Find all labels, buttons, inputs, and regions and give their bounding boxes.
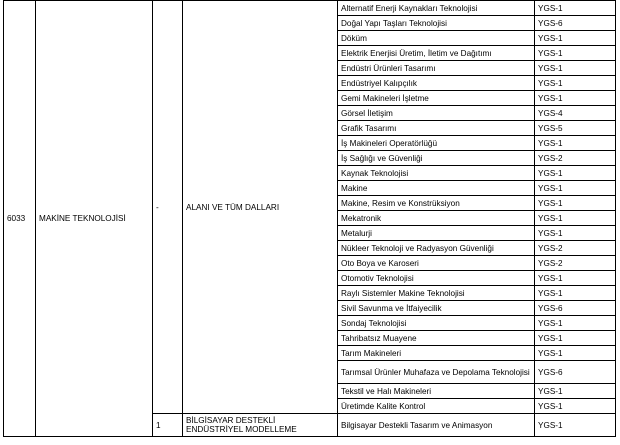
- score-type: YGS-1: [535, 316, 616, 331]
- department-name: Sondaj Teknolojisi: [338, 316, 535, 331]
- program-code-cell: 6033: [4, 1, 36, 437]
- score-type: YGS-6: [535, 361, 616, 384]
- department-name: İş Sağlığı ve Güvenliği: [338, 151, 535, 166]
- department-name: Alternatif Enerji Kaynakları Teknolojisi: [338, 1, 535, 16]
- score-type: YGS-1: [535, 286, 616, 301]
- score-type: YGS-2: [535, 256, 616, 271]
- score-type: YGS-1: [535, 414, 616, 437]
- score-type: YGS-4: [535, 106, 616, 121]
- score-type: YGS-1: [535, 399, 616, 414]
- department-name: Görsel İletişim: [338, 106, 535, 121]
- department-name: İş Makineleri Operatörlüğü: [338, 136, 535, 151]
- score-type: YGS-6: [535, 16, 616, 31]
- table-row: [4, 1, 616, 16]
- department-name: Tarım Makineleri: [338, 346, 535, 361]
- department-name: Bilgisayar Destekli Tasarım ve Animasyon: [338, 414, 535, 437]
- department-name: Metalurji: [338, 226, 535, 241]
- department-name: Makine: [338, 181, 535, 196]
- department-name: Tahribatsız Muayene: [338, 331, 535, 346]
- score-type: YGS-1: [535, 211, 616, 226]
- score-type: YGS-2: [535, 241, 616, 256]
- program-table-body: [4, 1, 616, 437]
- department-name: Nükleer Teknoloji ve Radyasyon Güvenliği: [338, 241, 535, 256]
- department-name: Sivil Savunma ve İtfaiyecilik: [338, 301, 535, 316]
- score-type: YGS-5: [535, 121, 616, 136]
- program-name-cell: MAKİNE TEKNOLOJİSİ: [36, 1, 153, 437]
- department-name: Döküm: [338, 31, 535, 46]
- department-name: Endüstri Ürünleri Tasarımı: [338, 61, 535, 76]
- department-name: Elektrik Enerjisi Üretim, İletim ve Dağıtımı: [338, 46, 535, 61]
- score-type: YGS-1: [535, 181, 616, 196]
- department-name: Tekstil ve Halı Makineleri: [338, 384, 535, 399]
- department-name: Üretimde Kalite Kontrol: [338, 399, 535, 414]
- score-type: YGS-1: [535, 61, 616, 76]
- score-type: YGS-1: [535, 76, 616, 91]
- score-type: YGS-6: [535, 301, 616, 316]
- score-type: YGS-1: [535, 91, 616, 106]
- score-type: YGS-2: [535, 151, 616, 166]
- score-type: YGS-1: [535, 31, 616, 46]
- score-type: YGS-1: [535, 271, 616, 286]
- score-type: YGS-1: [535, 226, 616, 241]
- score-type: YGS-1: [535, 346, 616, 361]
- department-name: Oto Boya ve Karoseri: [338, 256, 535, 271]
- score-type: YGS-1: [535, 46, 616, 61]
- group-label-cell: BİLGİSAYAR DESTEKLİ ENDÜSTRİYEL MODELLEME: [183, 414, 338, 437]
- department-name: Otomotiv Teknolojisi: [338, 271, 535, 286]
- group-label-cell: ALANI VE TÜM DALLARI: [183, 1, 338, 414]
- department-name: Makine, Resim ve Konstrüksiyon: [338, 196, 535, 211]
- group-marker-cell: 1: [153, 414, 183, 437]
- score-type: YGS-1: [535, 331, 616, 346]
- score-type: YGS-1: [535, 1, 616, 16]
- score-type: YGS-1: [535, 384, 616, 399]
- department-name: Doğal Yapı Taşları Teknolojisi: [338, 16, 535, 31]
- score-type: YGS-1: [535, 166, 616, 181]
- department-name: Mekatronik: [338, 211, 535, 226]
- program-table: [3, 0, 616, 437]
- department-name: Endüstriyel Kalıpçılık: [338, 76, 535, 91]
- department-name: Grafik Tasarımı: [338, 121, 535, 136]
- department-name: Raylı Sistemler Makine Teknolojisi: [338, 286, 535, 301]
- group-marker-cell: -: [153, 1, 183, 414]
- department-name: Tarımsal Ürünler Muhafaza ve Depolama Teknolojisi: [338, 361, 535, 384]
- score-type: YGS-1: [535, 196, 616, 211]
- score-type: YGS-1: [535, 136, 616, 151]
- department-name: Gemi Makineleri İşletme: [338, 91, 535, 106]
- department-name: Kaynak Teknolojisi: [338, 166, 535, 181]
